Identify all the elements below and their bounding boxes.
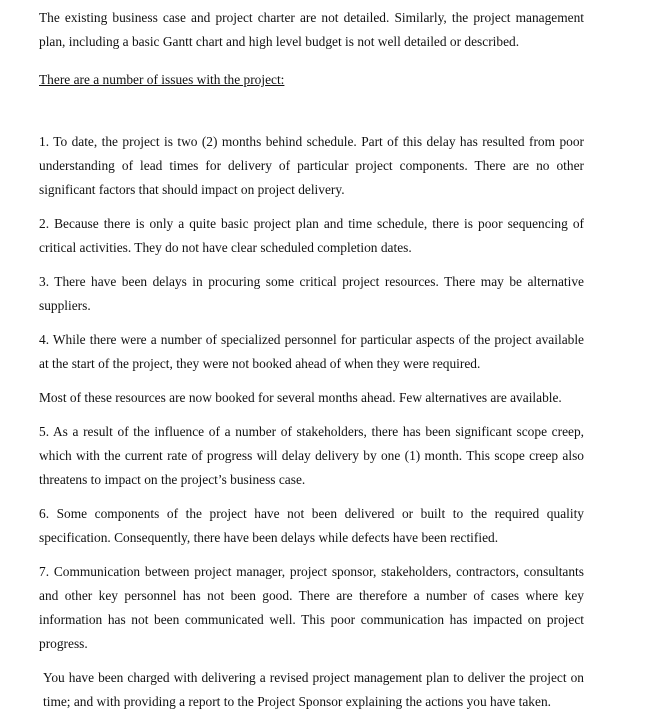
closing-paragraph: You have been charged with delivering a revised project management plan to deliver the project on time; and with providing a report to the Project Sponsor explaining the actions you have taken.	[43, 670, 584, 709]
issue-item-5: 5. As a result of the influence of a number of stakeholders, there has been significant scope creep, which with the current rate of progress will delay delivery by one (1) month. This scope creep also threatens to impact on the project’s business case.	[39, 424, 584, 487]
issues-heading: There are a number of issues with the project:	[39, 72, 285, 87]
issue-item-7: 7. Communication between project manager, project sponsor, stakeholders, contractors, consultants and other key personnel has not been good. There are therefore a number of cases where key information has not been communicated well. This poor communication has impacted on project progress.	[39, 564, 584, 651]
issue-item-2: 2. Because there is only a quite basic project plan and time schedule, there is poor sequencing of critical activities. They do not have clear scheduled completion dates.	[39, 216, 584, 255]
document-body	[39, 6, 584, 714]
issue-item-4: 4. While there were a number of specialized personnel for particular aspects of the project available at the start of the project, they were not booked ahead of when they were required.	[39, 332, 584, 371]
issue-item-6: 6. Some components of the project have not been delivered or built to the required quality specification. Consequently, there have been delays while defects have been rectified.	[39, 506, 584, 545]
resources-note: Most of these resources are now booked for several months ahead. Few alternatives are available.	[39, 390, 562, 405]
issue-item-1: 1. To date, the project is two (2) months behind schedule. Part of this delay has resulted from poor understanding of lead times for delivery of particular project components. There are no other significant factors that should impact on project delivery.	[39, 134, 584, 197]
issue-item-3: 3. There have been delays in procuring some critical project resources. There may be alternative suppliers.	[39, 274, 584, 313]
intro-paragraph: The existing business case and project charter are not detailed. Similarly, the project management plan, including a basic Gantt chart and high level budget is not well detailed or described.	[39, 10, 584, 49]
